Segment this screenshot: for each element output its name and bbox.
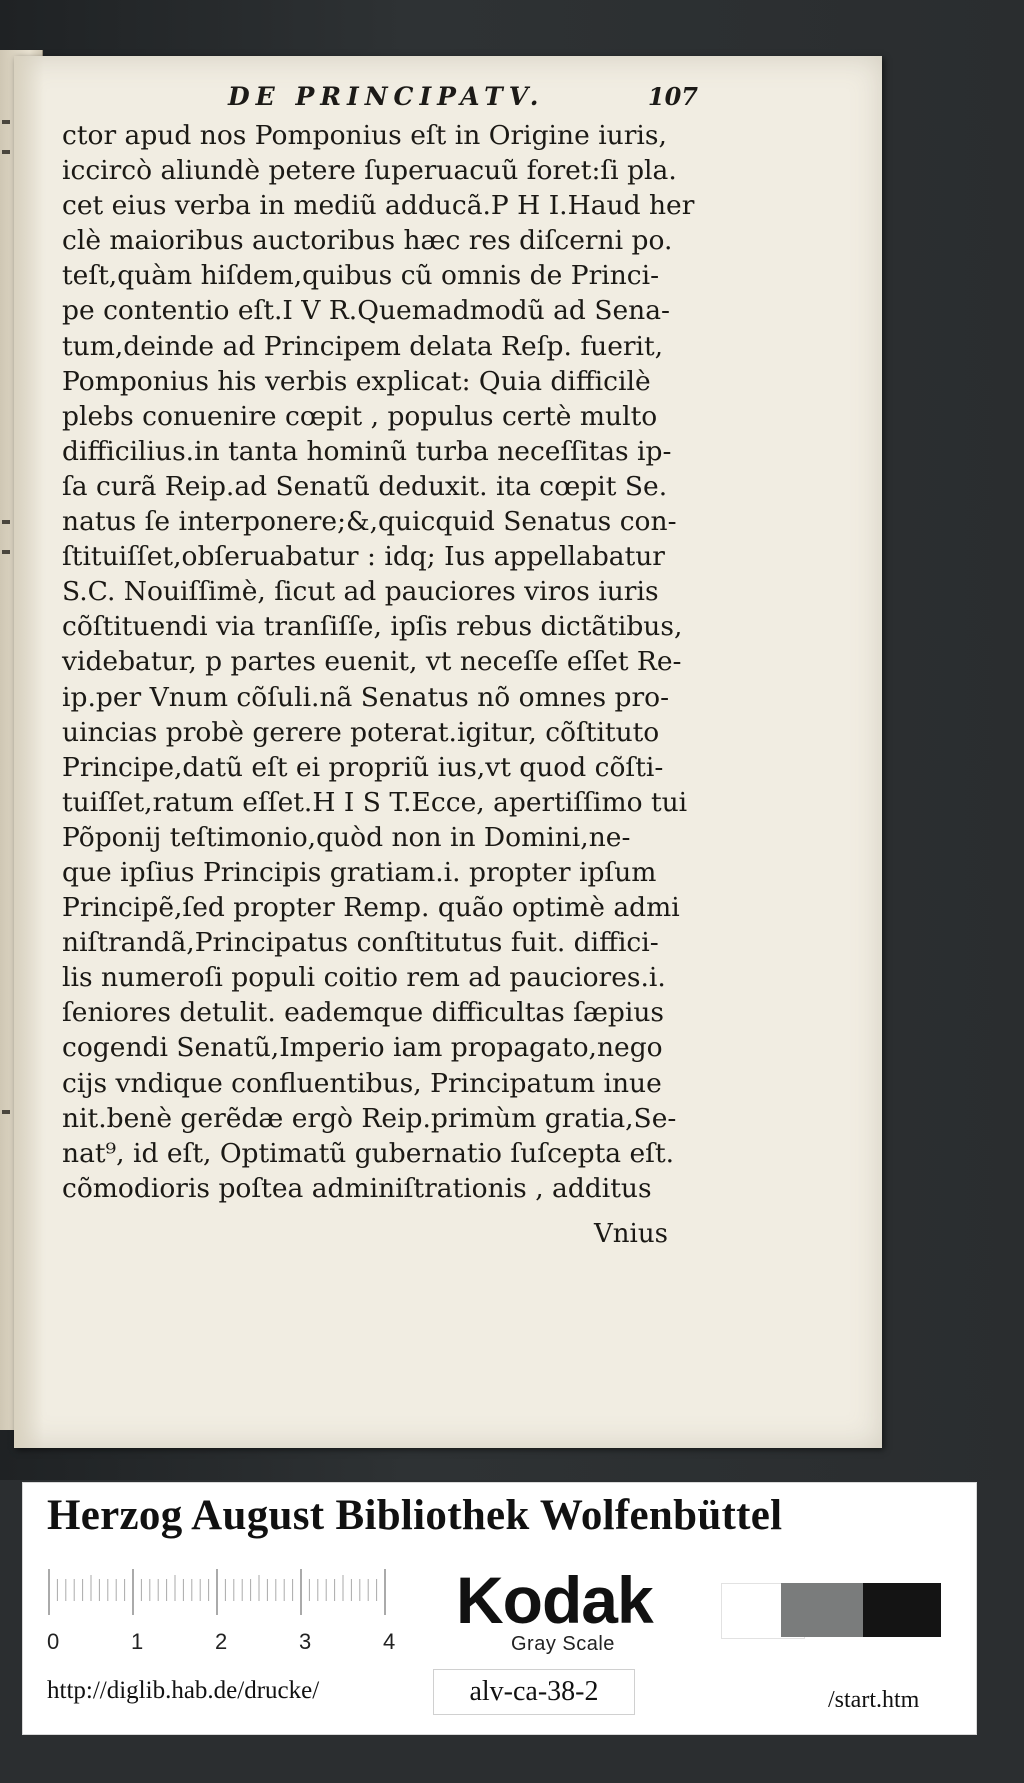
ruler-label: 4 (383, 1629, 396, 1654)
bleed-mark (2, 520, 10, 524)
text-line: tuiſſet,ratum eſſet.H I S T.Ecce, apertiſſimo tui (62, 786, 688, 818)
text-line: plebs conuenire cœpit , populus certè multo (62, 400, 658, 432)
text-line: ſtituiſſet,obſeruabatur : idq; Ius appellabatur (62, 541, 665, 573)
text-line: clè maioribus auctoribus hæc res diſcerni po. (62, 225, 673, 257)
page-gutter-shadow (14, 56, 44, 1448)
text-line: nat⁹, id eſt, Optimatũ gubernatio ſuſcepta eſt. (62, 1137, 675, 1169)
text-line: natus ſe interponere;&,quicquid Senatus con- (62, 506, 677, 538)
gray-patch (781, 1583, 863, 1637)
text-line: cõſtituendi via tranſiſſe, ipſis rebus dictãtibus, (62, 611, 683, 643)
text-line: cõmodioris poſtea adminiſtrationis , additus (62, 1172, 652, 1204)
text-line: Principe,datũ eſt ei propriũ ius,vt quod cõſti- (62, 751, 664, 783)
shelfmark: alv-ca-38-2 (433, 1669, 635, 1715)
ruler-label: 2 (215, 1629, 228, 1654)
url-prefix: http://diglib.hab.de/drucke/ (47, 1677, 320, 1704)
text-line: tum,deinde ad Principem delata Reſp. fuerit, (62, 330, 664, 362)
text-line: Pomponius his verbis explicat: Quia difficilè (62, 365, 651, 397)
text-line: Põponij teſtimonio,quòd non in Domini,ne- (62, 821, 631, 853)
text-line: uincias probè gerere poterat.igitur, cõſtituto (62, 716, 660, 748)
color-target-card (22, 1482, 977, 1735)
text-line: teſt,quàm hiſdem,quibus cũ omnis de Princi- (62, 260, 660, 292)
text-line: cogendi Senatũ,Imperio iam propagato,nego (62, 1032, 663, 1064)
text-line: niſtrandã,Principatus conſtitutus fuit. diffici- (62, 927, 659, 959)
catchword: Vnius (594, 1219, 668, 1249)
url-suffix: /start.htm (828, 1687, 920, 1713)
running-title: DE PRINCIPATV. (228, 82, 545, 111)
ruler-scale (47, 1569, 417, 1615)
ruler-label: 1 (131, 1629, 144, 1654)
text-line: cijs vndique confluentibus, Principatum inue (62, 1067, 662, 1099)
text-line: ctor apud nos Pomponius eſt in Origine iuris, (62, 120, 667, 151)
text-line: cet eius verba in mediũ adducã.P H I.Haud her (62, 190, 695, 222)
text-line: nit.benè gerẽdæ ergò Reip.primùm gratia,Se- (62, 1102, 677, 1134)
text-line: videbatur, p partes euenit, vt neceſſe eſſet Re- (62, 646, 682, 678)
text-line: ſa curã Reip.ad Senatũ deduxit. ita cœpit Se. (62, 470, 668, 502)
text-line: lis numeroſi populi coitio rem ad pauciores.i. (62, 962, 666, 994)
text-line: pe contentio eſt.I V R.Quemadmodũ ad Sena- (62, 295, 670, 327)
text-line: ſeniores detulit. eademque difficultas ſæpius (62, 997, 664, 1029)
text-line: S.C. Nouiſſimè, ſicut ad pauciores viros iuris (62, 576, 659, 608)
bleed-mark (2, 150, 10, 154)
page-number: 107 (647, 82, 698, 111)
bleed-mark (2, 120, 10, 124)
kodak-logo: Kodak (456, 1563, 653, 1637)
text-line: iccircò aliundè petere ſuperuacuũ foret:ſi pla. (62, 155, 677, 187)
library-name: Herzog August Bibliothek Wolfenbüttel (47, 1492, 783, 1539)
ruler-label: 3 (299, 1629, 312, 1654)
text-line: ip.per Vnum cõſuli.nã Senatus nõ omnes pro- (62, 681, 670, 713)
body-text (62, 118, 712, 1206)
bleed-mark (2, 550, 10, 554)
text-line: difficilius.in tanta hominũ turba neceſſitas ip- (62, 435, 672, 467)
gray-scale-label: Gray Scale (511, 1633, 615, 1655)
running-head (228, 82, 698, 111)
text-line: Principẽ,ſed propter Remp. quão optimè admi (62, 892, 680, 924)
bleed-mark (2, 1110, 10, 1114)
ruler-label: 0 (47, 1629, 60, 1654)
text-line: que ipſius Principis gratiam.i. propter ipſum (62, 856, 657, 888)
black-patch (863, 1583, 941, 1637)
